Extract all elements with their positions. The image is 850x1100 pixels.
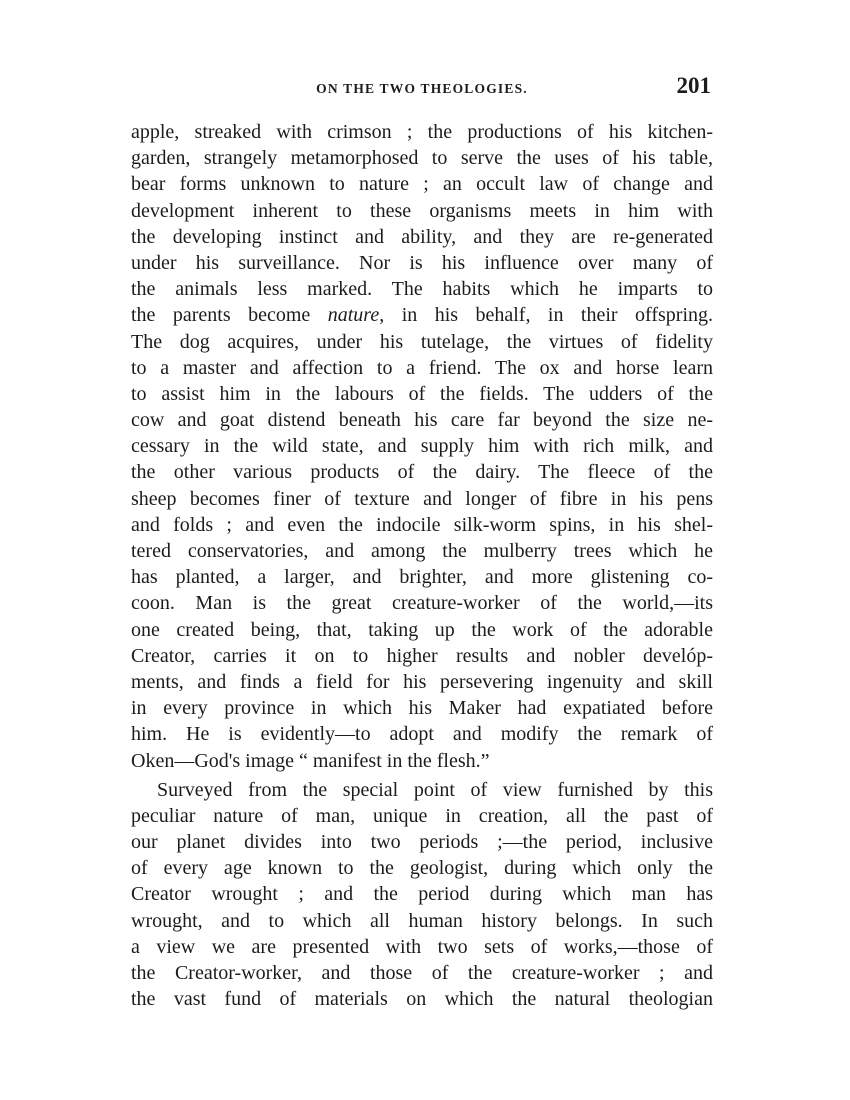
text-line: tered conservatories, and among the mulberry trees which he <box>131 540 713 562</box>
text-line: peculiar nature of man, unique in creation, all the past of <box>131 804 713 827</box>
text-line: and folds ; and even the indocile silk-worm spins, in his shel- <box>131 513 713 536</box>
text-line: The dog acquires, under his tutelage, the virtues of fidelity <box>131 330 713 353</box>
text-line: the other various products of the dairy. The fleece of the <box>131 461 713 484</box>
text-line: the parents become nature, in his behalf, in their offspring. <box>131 304 713 327</box>
text-line: of every age known to the geologist, during which only the <box>131 857 713 880</box>
text-line: has planted, a larger, and brighter, and more glistening co- <box>131 566 713 589</box>
text-line: to assist him in the labours of the fields. The udders of the <box>131 382 713 405</box>
text-line: Creator, carries it on to higher results and nobler develóp- <box>131 644 713 667</box>
text-line: our planet divides into two periods ;—the period, inclusive <box>131 831 713 854</box>
text-line: development inherent to these organisms meets in him with <box>131 199 713 222</box>
text-line: wrought, and to which all human history belongs. In such <box>131 909 713 932</box>
running-head <box>131 73 713 100</box>
text-line: in every province in which his Maker had expatiated before <box>131 697 713 720</box>
text-line: one created being, that, taking up the work of the adorable <box>131 618 713 641</box>
text-line: cow and goat distend beneath his care far beyond the size ne- <box>131 409 713 432</box>
text-line: apple, streaked with crimson ; the productions of his kitchen- <box>131 121 713 143</box>
paragraph-1 <box>131 119 713 774</box>
text-line: the animals less marked. The habits which he imparts to <box>131 278 713 301</box>
text-line: Creator wrought ; and the period during which man has <box>131 883 713 906</box>
emphasis: nature <box>327 304 380 327</box>
paragraph-2 <box>131 777 713 1013</box>
text-line: Surveyed from the special point of view furnished by this <box>157 778 713 801</box>
text-line: the vast fund of materials on which the natural theologian <box>131 988 713 1011</box>
text-line: cessary in the wild state, and supply him with rich milk, and <box>131 435 713 458</box>
text-line: coon. Man is the great creature-worker of the world,—its <box>131 592 713 615</box>
text-line: under his surveillance. Nor is his influence over many of <box>131 251 713 274</box>
page-number: 201 <box>676 73 711 98</box>
text-line: him. He is evidently—to adopt and modify the remark of <box>131 723 713 746</box>
text-line: bear forms unknown to nature ; an occult law of change and <box>131 173 713 196</box>
running-title: ON THE TWO THEOLOGIES. <box>316 81 528 96</box>
text-line: a view we are presented with two sets of works,—those of <box>131 935 713 958</box>
text-line: garden, strangely metamorphosed to serve the uses of his table, <box>131 147 713 170</box>
text-line: the Creator-worker, and those of the creature-worker ; and <box>131 962 713 984</box>
text-line: sheep becomes finer of texture and longer of fibre in his pens <box>131 487 713 510</box>
body-text <box>131 119 713 1012</box>
text-line: the developing instinct and ability, and they are re-generated <box>131 225 713 248</box>
text-line: Oken—God's image “ manifest in the flesh.” <box>131 749 490 772</box>
text-line: ments, and finds a field for his persevering ingenuity and skill <box>131 670 713 693</box>
text-line: to a master and affection to a friend. The ox and horse learn <box>131 356 713 379</box>
